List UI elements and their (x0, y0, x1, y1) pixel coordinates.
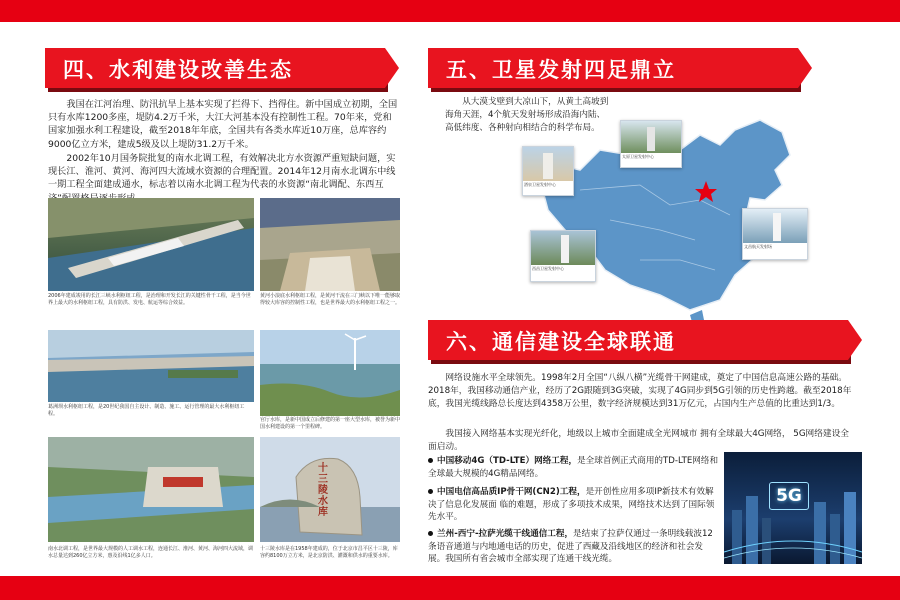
china-launch-sites-map (520, 110, 820, 325)
ming-tombs-reservoir-photo (260, 437, 400, 542)
callout-jiuquan: 酒泉卫星发射中心 (522, 146, 574, 196)
bottom-band (0, 576, 900, 600)
caption-south-north: 南水北调工程，是世界最大规模的人工调水工程，连通长江、淮河、黄河、海河四大流域，调水总量达到260亿立方米，惠及沿线1亿多人口。 (48, 546, 254, 559)
south-north-water-diversion-photo (48, 437, 254, 542)
section4-paragraph-2: 2002年10月国务院批复的南水北调工程，有效解决北方水资源严重短缺问题，实现长江、淮河、黄河、海河四大流域水资源的合理配置。2014年12月南水北调东中线一期工程全面建成通水，标志着以南水北调工程为代表的水资源“南北调配、东西互 (48, 153, 396, 191)
top-band (0, 0, 900, 22)
callout-wenchang: 文昌航天发射场 (742, 208, 808, 260)
section5-header (428, 48, 798, 88)
caption-gezhouba: 葛洲坝水利枢纽工程，是20世纪我国自主设计、制造、施工、运行管理的最大水利枢纽工程。 (48, 404, 245, 417)
section5-title: 五、卫星发射四足鼎立 (446, 58, 676, 82)
5g-badge: 5G (769, 482, 809, 510)
section4-paragraph-1: 我国在江河治理、防汛抗旱上基本实现了拦得下、挡得住。新中国成立初期，全国只有水库1200多座，堤防4.2万千米，大江大河基本没有控制性工程。70年来，党和国家加强水利工程建设，截至2018年年底，全国共有各类水库近10万座，总库容约9000亿立方米，建成5级及以上堤防31.2万千米。 (48, 99, 398, 150)
caption-xiaolangdi: 黄河小浪底水利枢纽工程，是黄河干流在三门峡以下唯一能够取得较大库容的控制性工程，也是世界最大的水利枢纽工程之一。 (260, 293, 401, 306)
xiaolangdi-dam-photo (260, 198, 400, 291)
stone-inscription: 十三陵水库 (318, 463, 328, 518)
bullet-cn2: 中国电信高品质IP骨干网(CN2)工程，是开创性应用多项IP新技术有效解决了信息化发展面 临的难题，形成了多项技术成果，网络技术达到了国际领先水平。 (428, 487, 715, 523)
guanting-reservoir-photo (260, 330, 400, 416)
gezhouba-photo (48, 330, 254, 402)
bullet-lanzhou-lhasa: 兰州-西宁-拉萨光缆干线通信工程，是结束了拉萨仅通过一条明线载波12条语音通道与内地通电话的历史，促进了西藏及沿线地区的经济和社会发展。我国所有省会城市全部实现了连通干线光缆。 (428, 529, 713, 565)
bullet-dot (428, 489, 433, 494)
caption-ming-tombs: 十三陵水库是在1958年建成的，位于北京市昌平区十三陵，库容约8100万立方米，是北京防洪、灌溉和供水的重要水库。 (260, 546, 398, 559)
section5-paragraph: 从大漠戈壁到大凉山下，从黄土高坡到海角天涯，4个航天发射场形成沿海内陆、高低纬度、各种射向相结合的科学布局。 (445, 97, 609, 133)
section6-paragraph-1: 网络设施水平全球领先。1998年2月全国“八纵八横”光缆骨干网建成，奠定了中国信息高速公路的基础。2018年，我国移动通信产业，经历了2G跟随到3G突破，实现了4G同步到5G引领的历史性跨越。截至2018年底，我国光缆线路总长度达到4358万公里，数字经济规模达到31万亿元，占国内生产总值的比重达到1/3。 (428, 373, 852, 410)
section6-paragraph-2: 我国接入网络基本实现光纤化，地级以上城市全面建成全光网城市 拥有全球最大4G网络， 5G网络建设全面启动。 (428, 429, 849, 453)
bullet-dot (428, 458, 433, 463)
bullet-dot (428, 531, 433, 536)
caption-three-gorges: 2006年建成竣用的长江三峡水利枢纽工程，是治理和开发长江的关键性骨干工程，是当今世界上最大的水利枢纽工程，具有防洪、发电、航运等综合效益。 (48, 293, 251, 306)
caption-guanting: 官厅水库，是新中国成立后修建的第一座大型水库，被誉为新中国水利建设的第一个里程碑。 (260, 417, 401, 430)
three-gorges-dam-photo (48, 198, 254, 291)
section4-title: 四、水利建设改善生态 (63, 58, 293, 82)
section6-title: 六、通信建设全球联通 (446, 330, 676, 354)
bullet-cmcc-4g: 中国移动4G（TD-LTE）网络工程，是全球首例正式商用的TD-LTE网络和全球最大规模的4G精品网络。 (428, 456, 719, 479)
section6-header (428, 320, 848, 360)
callout-taiyuan: 太原卫星发射中心 (620, 120, 682, 168)
callout-xichang: 西昌卫星发射中心 (530, 230, 596, 282)
5g-city-photo (724, 452, 862, 564)
section4-header (45, 48, 385, 88)
